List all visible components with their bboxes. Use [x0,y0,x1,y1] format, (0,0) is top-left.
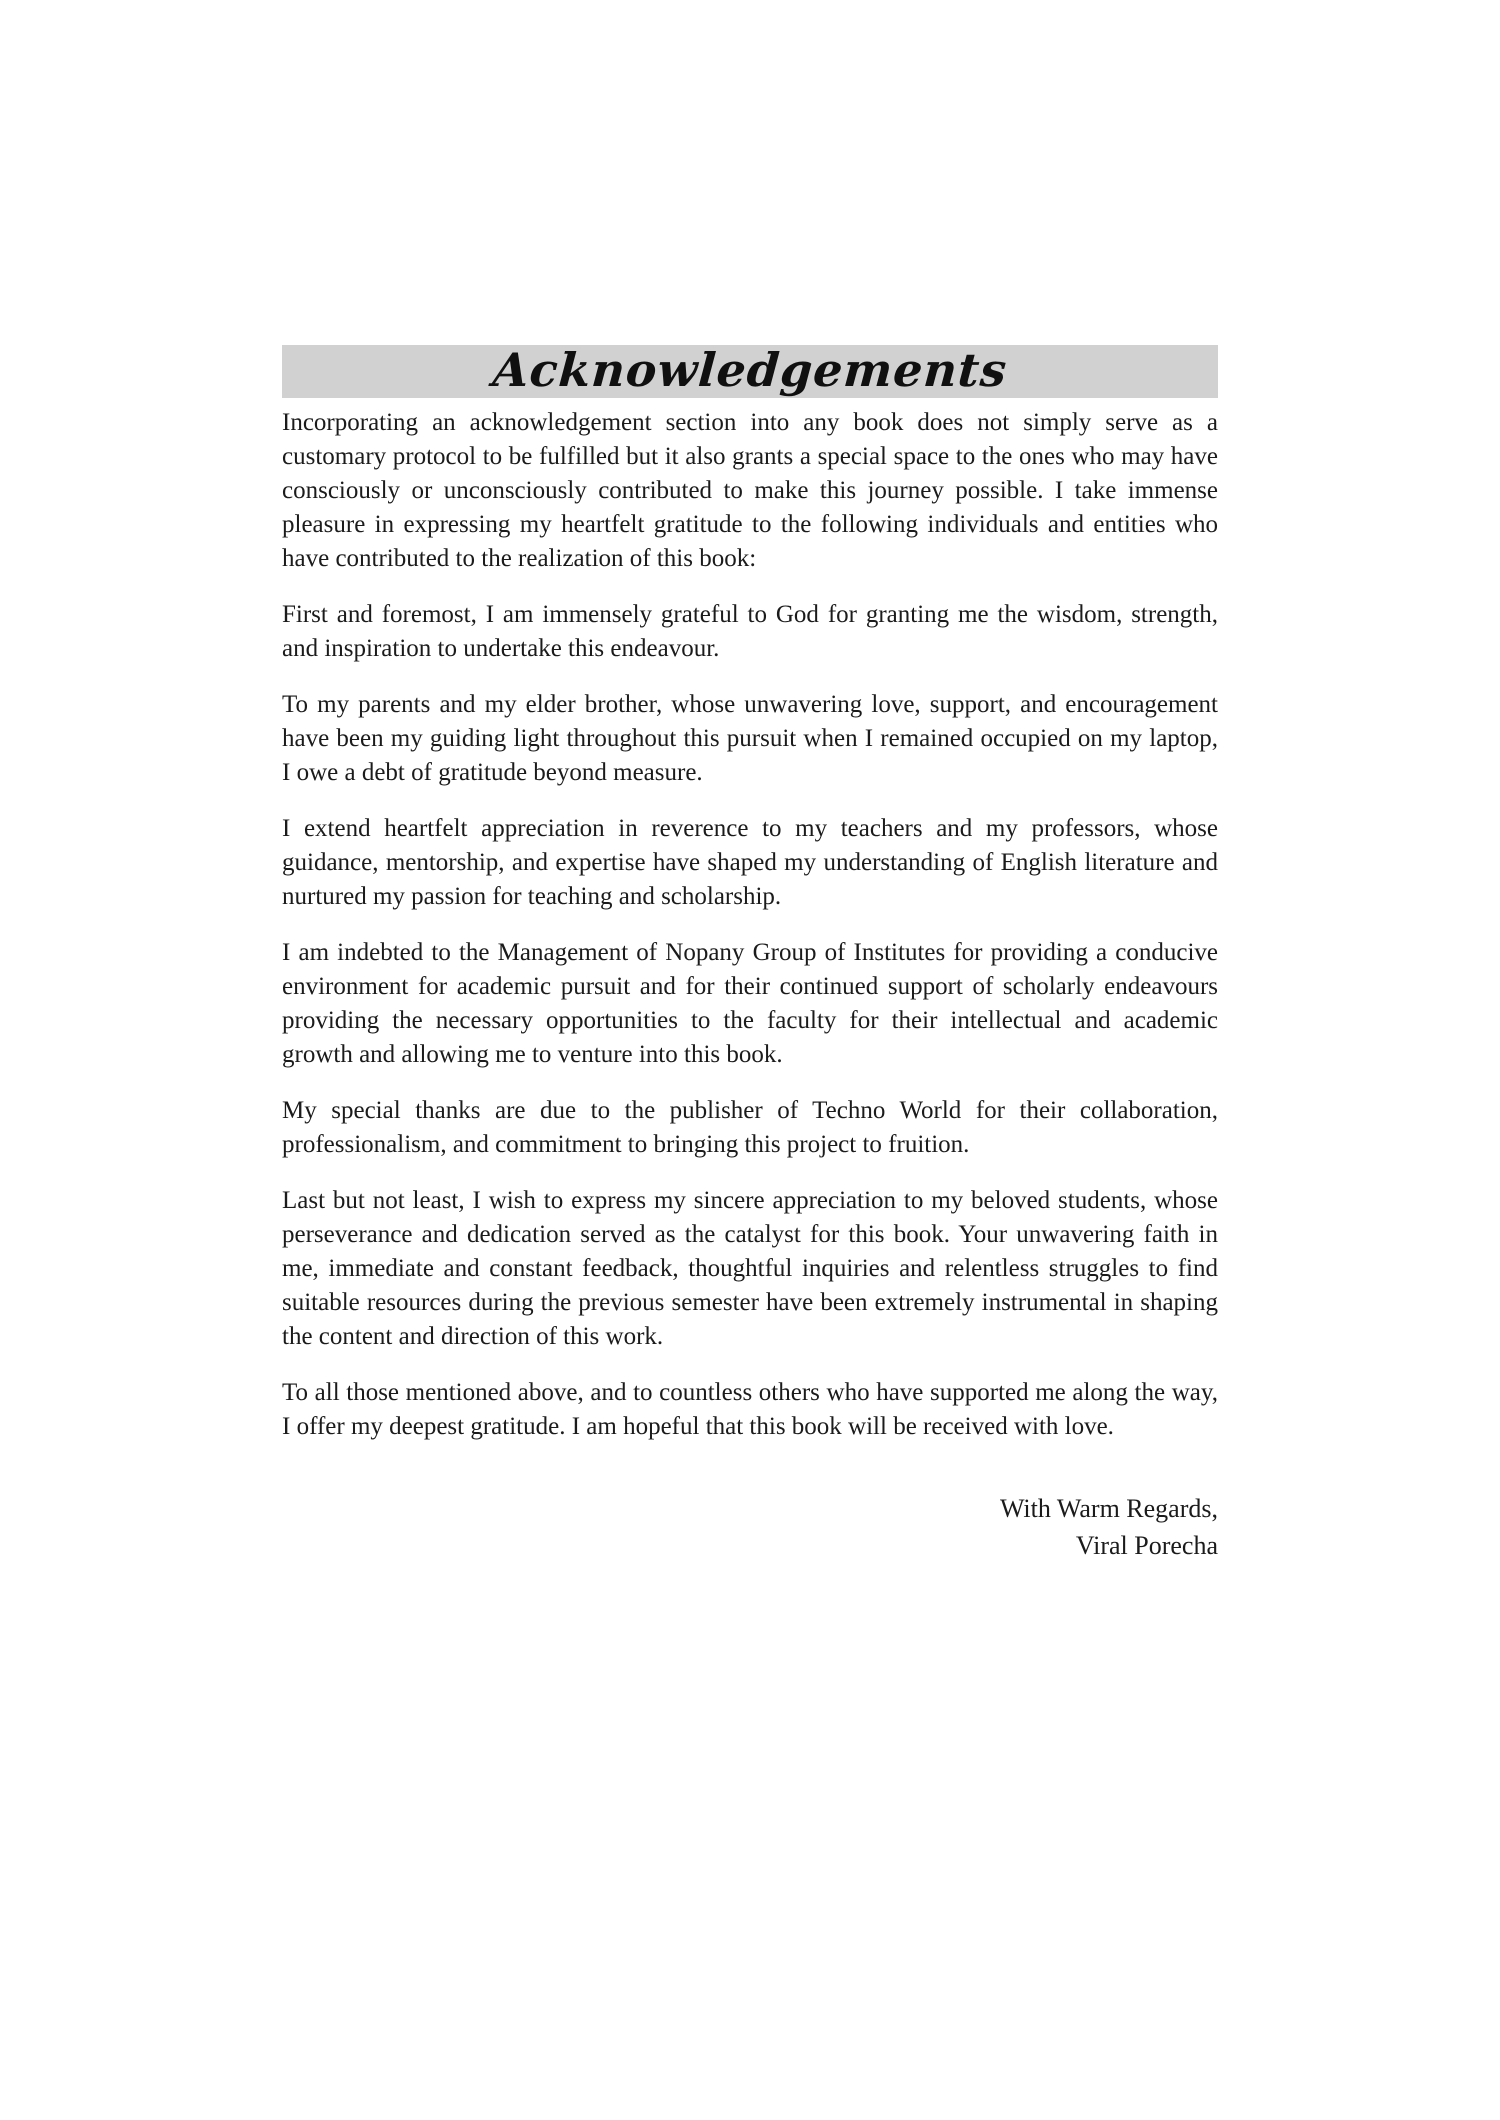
paragraph-management: I am indebted to the Management of Nopany Group of Institutes for providing a conducive environment for academic pursuit and for their continued support of scholarly endeavours providing the necessary opportunities to the faculty for their intellectual and academic growth and allowing me to venture into this book. [282,939,1218,1068]
page-title: Acknowledgements [491,343,1010,397]
paragraph-parents: To my parents and my elder brother, whose unwavering love, support, and encouragement have been my guiding light throughout this pursuit when I remained occupied on my laptop, I owe a debt of gratitude beyond measure. [282,691,1218,786]
paragraph-students: Last but not least, I wish to express my sincere appreciation to my beloved students, whose perseverance and dedication served as the catalyst for this book. Your unwavering faith in me, immediate and constant feedback, thoughtful inquiries and relentless struggles to find suitable resources during the previous semester have been extremely instrumental in shaping the content and direction of this work. [282,1187,1218,1350]
paragraph-teachers: I extend heartfelt appreciation in reverence to my teachers and my professors, whose guidance, mentorship, and expertise have shaped my understanding of English literature and nurtured my passion for teaching and scholarship. [282,815,1218,910]
body-text [282,406,1218,1444]
paragraph-closing: To all those mentioned above, and to countless others who have supported me along the way, I offer my deepest gratitude. I am hopeful that this book will be received with love. [282,1379,1218,1440]
signature-block [282,1490,1218,1564]
paragraph-god: First and foremost, I am immensely grateful to God for granting me the wisdom, strength, and inspiration to undertake this endeavour. [282,601,1218,662]
signature-regards: With Warm Regards, [999,1494,1218,1523]
title-bar [282,345,1218,398]
paragraph-publisher: My special thanks are due to the publisher of Techno World for their collaboration, professionalism, and commitment to bringing this project to fruition. [282,1097,1218,1158]
content-column [282,345,1218,1564]
paragraph-intro: Incorporating an acknowledgement section into any book does not simply serve as a customary protocol to be fulfilled but it also grants a special space to the ones who may have consciously or unconsciously contributed to make this journey possible. I take immense pleasure in expressing my heartfelt gratitude to the following individuals and entities who have contributed to the realization of this book: [282,409,1218,572]
signature-name: Viral Porecha [1075,1531,1218,1560]
